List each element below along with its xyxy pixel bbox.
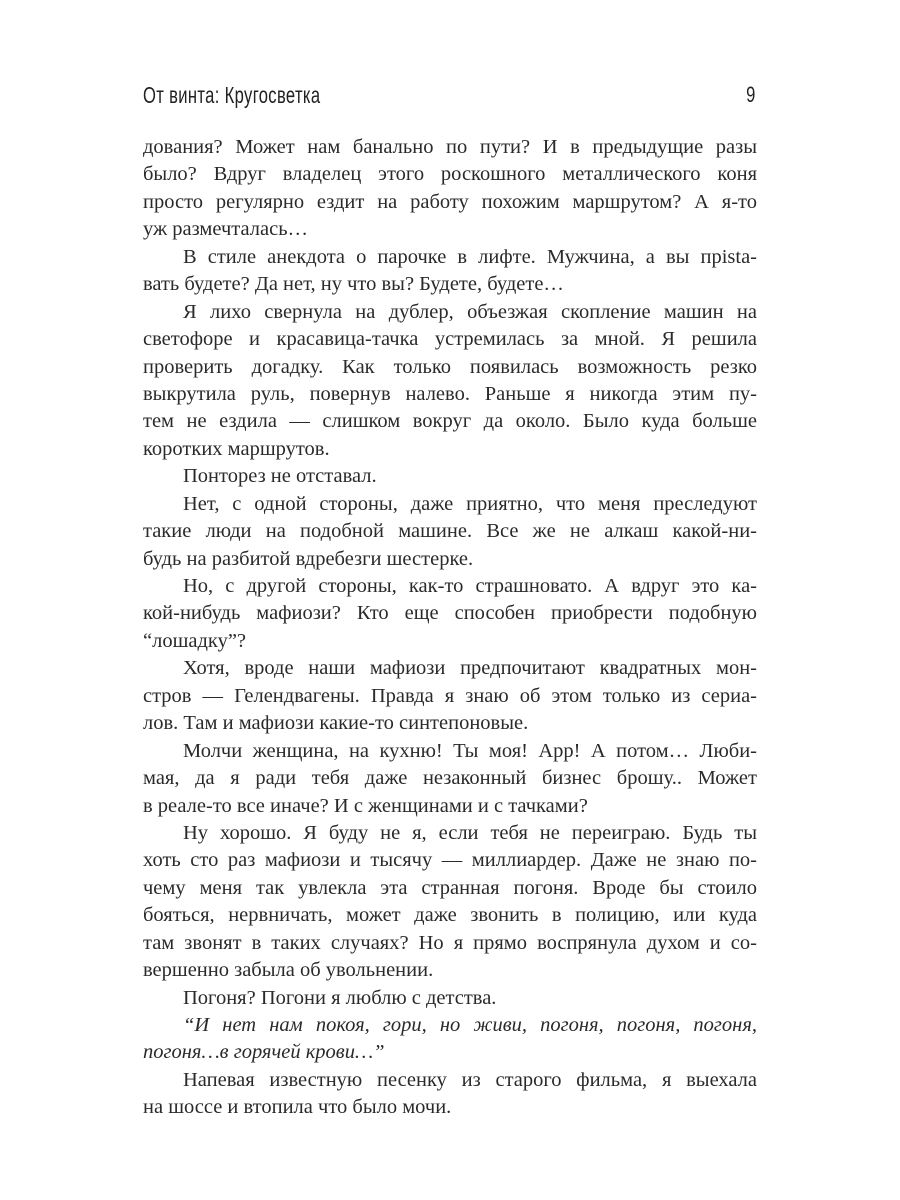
text-line: стров — Гелендвагены. Правда я знаю об этом только из сериа- [143,684,757,707]
paragraph [143,134,757,244]
paragraph [143,491,757,573]
text-line: Я лихо свернула на дублер, объезжая скопление машин на [183,300,757,323]
text-line: вершенно забыла об увольнении. [143,959,434,982]
paragraph [143,244,757,299]
text-line: светофоре и красавица-тачка устремилась за мной. Я решила [143,328,757,351]
text-line: Погоня? Погони я люблю с детства. [183,986,497,1009]
paragraph [143,573,757,655]
text-line: Нет, с одной стороны, даже приятно, что меня преследуют [183,492,757,515]
paragraph [143,738,757,820]
paragraph [143,463,757,490]
text-line: чему меня так увлекла эта странная погоня. Вроде бы стоило [143,876,757,899]
paragraph [143,655,757,737]
paragraph [143,985,757,1012]
text-line: тем не ездила — слишком вокруг да около. Было куда больше [143,410,757,433]
running-header [143,82,757,112]
text-line: погоня…в горячей крови…” [143,1041,385,1064]
quote-paragraph [143,1012,757,1067]
text-line: коротких маршрутов. [143,437,330,460]
text-line: дования? Может нам банально по пути? И в предыдущие разы [143,136,757,158]
text-line: Напевая известную песенку из старого фильма, я выехала [183,1068,757,1091]
running-title: От винта: Кругосветка [143,82,321,108]
paragraph [143,1067,757,1122]
text-line: в реале-то все иначе? И с женщинами и с тачками? [143,794,588,817]
text-line: Хотя, вроде наши мафиози предпочитают квадратных мон- [183,657,757,680]
text-line: лов. Там и мафиози какие-то синтепоновые. [143,712,529,735]
text-line: “лошадку”? [143,629,247,652]
page-number: 9 [745,82,755,107]
text-line: мая, да я ради тебя даже незаконный бизнес брошу.. Может [143,767,757,790]
text-line: “И нет нам покоя, гори, но живи, погоня, погоня, погоня, [183,1014,757,1036]
paragraph [143,299,757,464]
text-line: Понторез не отставал. [183,465,377,488]
text-line: В стиле анекдота о парочке в лифте. Мужчина, а вы прista- [183,245,757,268]
text-line: было? Вдруг владелец этого роскошного металлического коня [143,163,757,186]
text-line: Но, с другой стороны, как-то страшновато. А вдруг это ка- [183,575,757,597]
text-line: на шоссе и втопила что было мочи. [143,1096,452,1119]
text-line: там звонят в таких случаях? Но я прямо воспрянула духом и со- [143,931,757,954]
text-line: бояться, нервничать, может даже звонить в полицию, или куда [143,904,757,927]
body-text [143,134,757,1122]
text-line: кой-нибудь мафиози? Кто еще способен приобрести подобную [143,602,757,625]
text-line: вать будете? Да нет, ну что вы? Будете, будете… [143,273,564,296]
text-line: будь на разбитой вдребезги шестерке. [143,547,474,570]
text-line: Ну хорошо. Я буду не я, если тебя не переиграю. Будь ты [183,821,757,844]
paragraph [143,820,757,985]
text-line: просто регулярно ездит на работу похожим маршрутом? А я-то [143,190,757,213]
text-line: Молчи женщина, на кухню! Ты моя! Арр! А потом… Люби- [183,739,757,762]
text-line: уж размечталась… [143,218,309,241]
text-line: такие люди на подобной машине. Все же не алкаш какой-ни- [143,520,757,543]
text-line: проверить догадку. Как только появилась возможность резко [143,355,757,378]
text-line: хоть сто раз мафиози и тысячу — миллиардер. Даже не знаю по- [143,849,757,872]
text-line: выкрутила руль, повернув налево. Раньше я никогда этим пу- [143,382,757,405]
